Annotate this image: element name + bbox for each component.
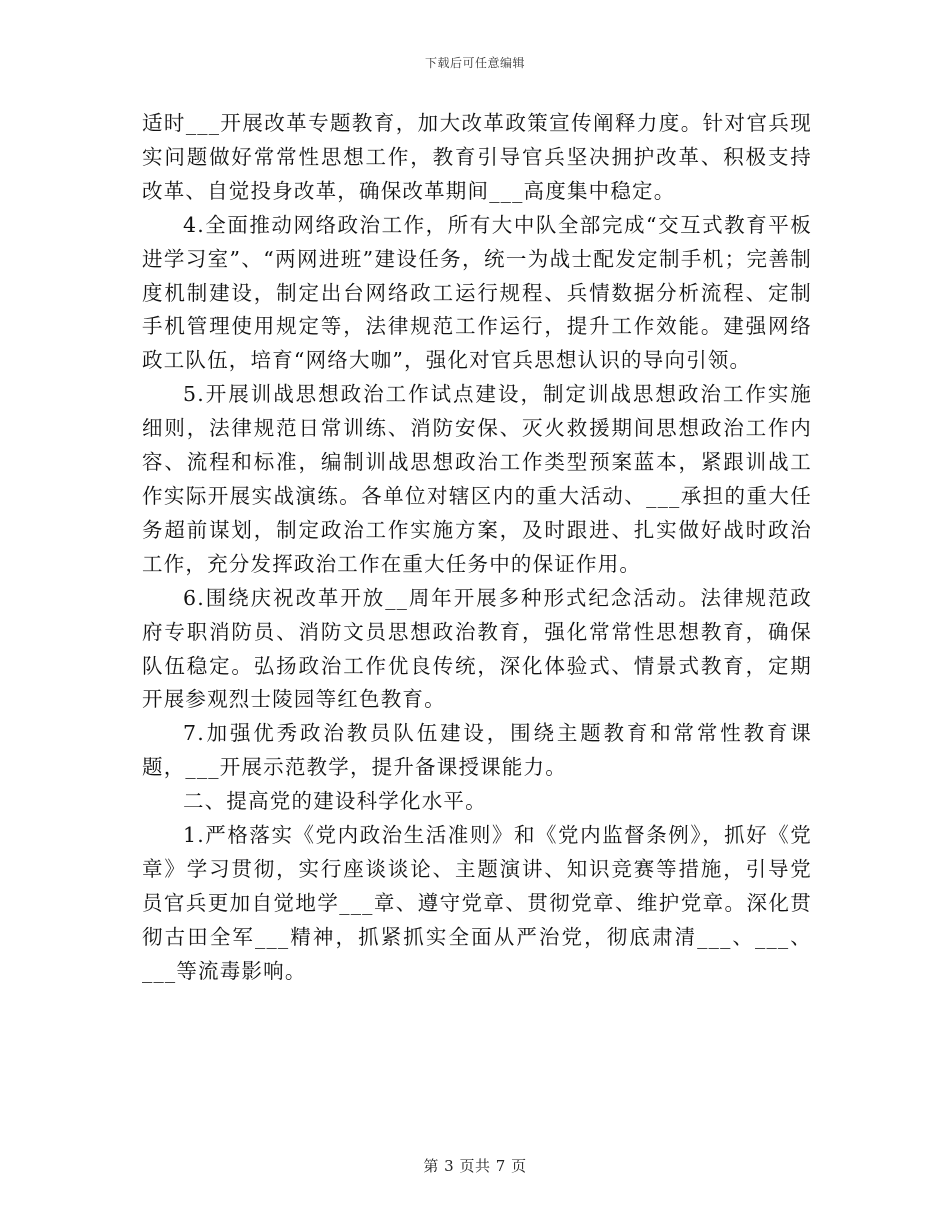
page-header: 下载后可任意编辑 (424, 56, 525, 70)
paragraph-item-4: 4.全面推动网络政治工作，所有大中队全部完成“交互式教育平板进学习室”、“两网进班”建设任务，统一为战士配发定制手机；完善制度机制建设，制定出台网络政工运行规程、兵情数据分析流程、定制手机管理使用规定等，法律规范工作运行，提升工作效能。建强网络政工队伍，培育“网络大咖”，强化对官兵思想认识的导向引领。 (142, 212, 812, 373)
page-footer: 第 3 页共 7 页 (423, 1157, 527, 1175)
paragraph-item-5: 5.开展训战思想政治工作试点建设，制定训战思想政治工作实施细则，法律规范日常训练、消防安保、灭火救援期间思想政治工作内容、流程和标准，编制训战思想政治工作类型预案蓝本，紧跟训战工作实际开展实战演练。各单位对辖区内的重大活动、___承担的重大任务超前谋划，制定政治工作实施方案，及时跟进、扎实做好战时政治工作，充分发挥政治工作在重大任务中的保证作用。 (142, 382, 812, 576)
paragraph-continued: 适时___开展改革专题教育，加大改革政策宣传阐释力度。针对官兵现实问题做好常常性思想工作，教育引导官兵坚决拥护改革、积极支持改革、自觉投身改革，确保改革期间___高度集中稳定。 (142, 111, 812, 203)
paragraph-item-6: 6.围绕庆祝改革开放__周年开展多种形式纪念活动。法律规范政府专职消防员、消防文员思想政治教育，强化常常性思想教育，确保队伍稳定。弘扬政治工作优良传统，深化体验式、情景式教育，定期开展参观烈士陵园等红色教育。 (142, 585, 812, 712)
document-body (142, 107, 812, 989)
paragraph-item-1: 1.严格落实《党内政治生活准则》和《党内监督条例》，抓好《党章》学习贯彻，实行座谈谈论、主题演讲、知识竞赛等措施，引导党员官兵更加自觉地学___章、遵守党章、贯彻党章、维护党章。深化贯彻古田全军___精神，抓紧抓实全面从严治党，彻底肃清___、___、___等流毒影响。 (142, 823, 812, 983)
section-heading: 二、提高党的建设科学化水平。 (183, 789, 487, 814)
paragraph-item-7: 7.加强优秀政治教员队伍建设，围绕主题教育和常常性教育课题，___开展示范教学，提升备课授课能力。 (142, 721, 812, 780)
